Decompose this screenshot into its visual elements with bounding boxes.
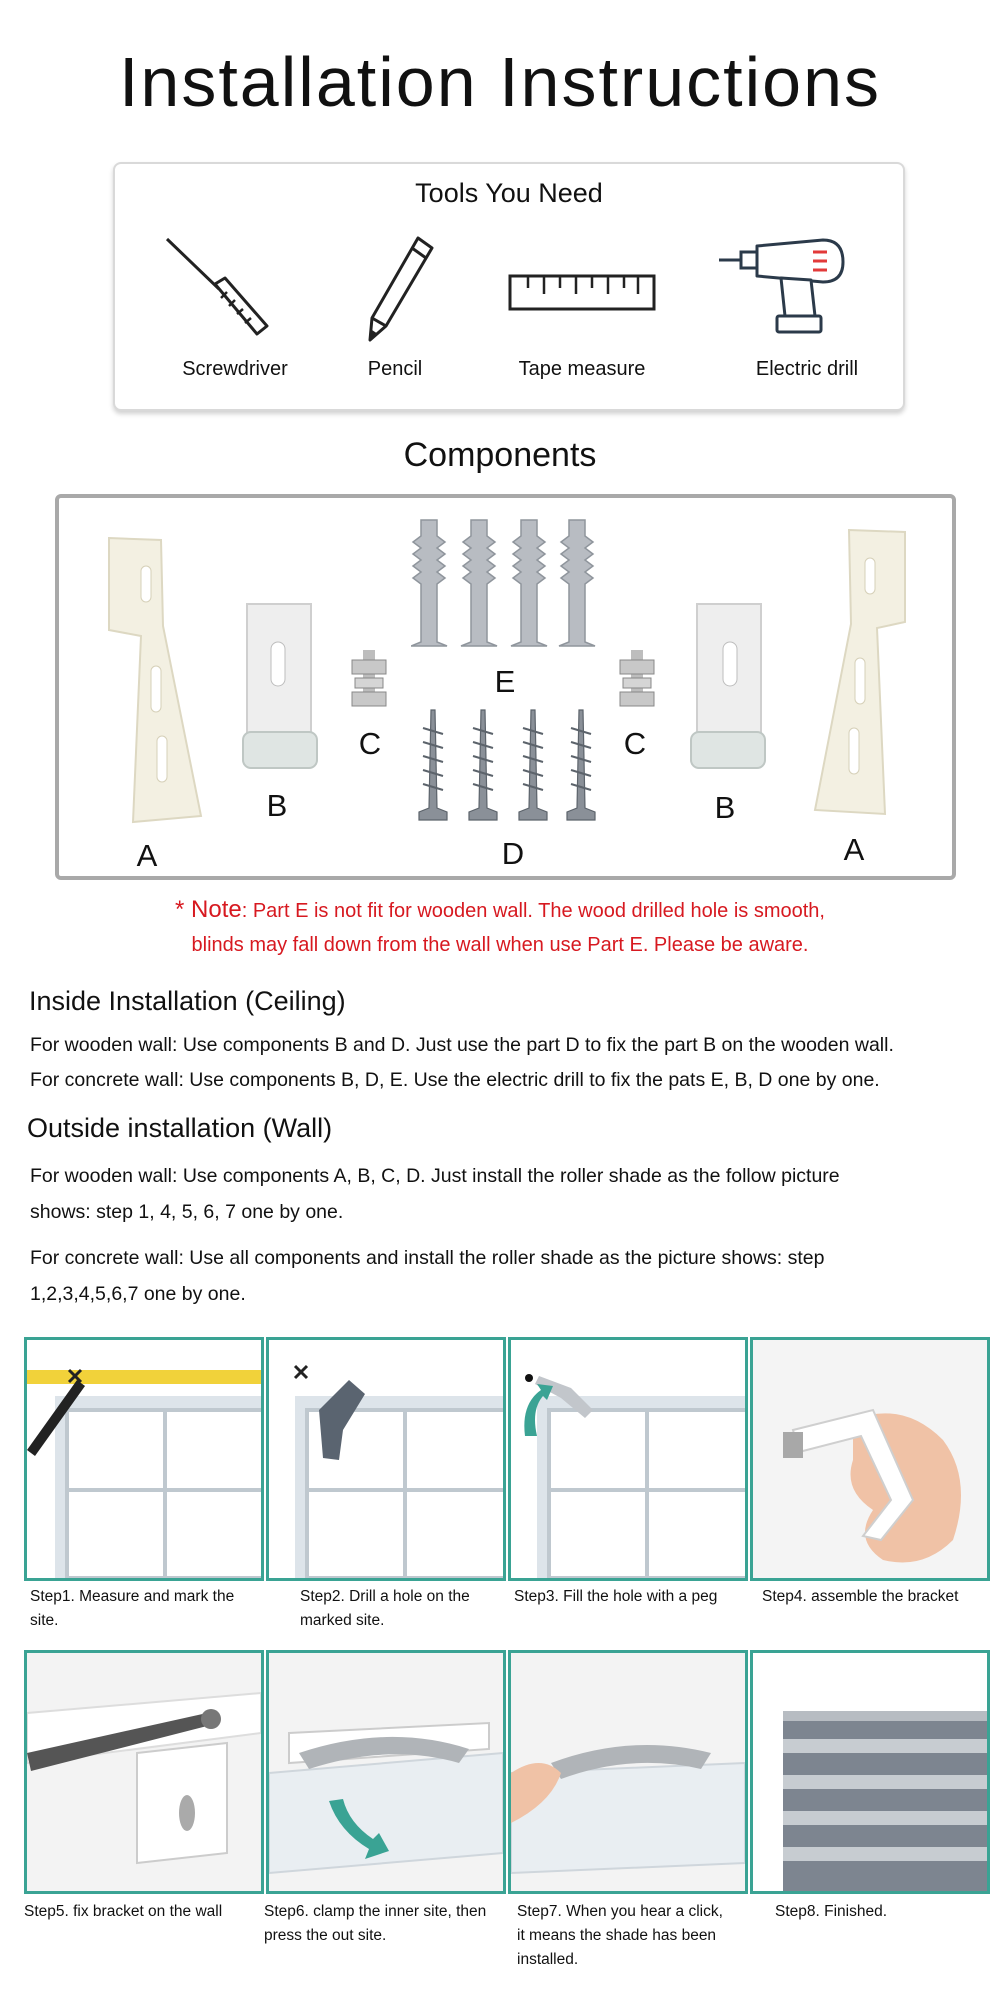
- step-2-caption-line-2: marked site.: [300, 1612, 385, 1629]
- part-label-c-left: C: [358, 726, 382, 761]
- step-6-image: [266, 1650, 506, 1894]
- outside-installation-heading: Outside installation (Wall): [27, 1113, 333, 1143]
- step-7-caption-line-2: it means the shade has been: [517, 1927, 717, 1944]
- part-label-a-left: A: [136, 838, 158, 873]
- step-4-image: [750, 1337, 990, 1581]
- note-line-1: [0, 893, 1000, 928]
- inside-concrete-text: For concrete wall: Use components B, D, E. Use the electric drill to fix the pats E, B, D one by one.: [30, 1069, 880, 1091]
- components-panel: [55, 494, 956, 880]
- page-title: Installation Instructions: [118, 43, 882, 121]
- bolt-c-left-image: [349, 648, 389, 710]
- outside-concrete-text-2: 1,2,3,4,5,6,7 one by one.: [30, 1283, 246, 1305]
- outside-wooden-text-2: shows: step 1, 4, 5, 6, 7 one by one.: [30, 1201, 344, 1223]
- part-label-d: D: [501, 836, 525, 871]
- step-3-image: [508, 1337, 748, 1581]
- tool-label-tape-measure: Tape measure: [518, 358, 646, 380]
- wall-plugs-e-image: [411, 516, 611, 656]
- bracket-a-right-image: [805, 528, 915, 818]
- step-1-image: [24, 1337, 264, 1581]
- components-heading: Components: [403, 436, 597, 474]
- step-8-caption-line-1: Step8. Finished.: [775, 1903, 888, 1920]
- step-1-caption: [30, 1585, 260, 1633]
- tool-label-screwdriver: Screwdriver: [182, 358, 288, 380]
- note-line-2: blinds may fall down from the wall when use Part E. Please be aware.: [191, 934, 809, 956]
- step-6-caption-line-1: Step6. clamp the inner site, then: [264, 1903, 487, 1920]
- step-5-caption-line-1: Step5. fix bracket on the wall: [24, 1903, 223, 1920]
- step-2-caption-line-1: Step2. Drill a hole on the: [300, 1588, 470, 1605]
- step-3-caption-line-1: Step3. Fill the hole with a peg: [514, 1588, 718, 1605]
- step-8-caption: [775, 1900, 985, 1924]
- note-text-1: : Part E is not fit for wooden wall. The wood drilled hole is smooth,: [241, 900, 825, 922]
- part-label-b-right: B: [714, 790, 736, 825]
- tool-label-pencil: Pencil: [367, 358, 423, 380]
- step-3-caption: [514, 1585, 744, 1609]
- part-label-e: E: [494, 664, 516, 699]
- warning-note: [0, 893, 1000, 962]
- inside-installation-heading: Inside Installation (Ceiling): [29, 986, 346, 1016]
- tools-panel: [113, 162, 905, 411]
- note-lead: * Note: [175, 896, 242, 923]
- step-1-caption-line-2: site.: [30, 1612, 59, 1629]
- step-2-image: [266, 1337, 506, 1581]
- tape-measure-icon: [508, 274, 656, 314]
- step-7-caption: [517, 1900, 747, 1972]
- step-4-caption-line-1: Step4. assemble the bracket: [762, 1588, 959, 1605]
- step-4-caption: [762, 1585, 992, 1609]
- step-2-caption: [300, 1585, 500, 1633]
- screwdriver-icon: [157, 234, 287, 344]
- step-5-caption: [24, 1900, 264, 1924]
- clip-b-right-image: [689, 602, 767, 772]
- step-6-caption: [264, 1900, 504, 1948]
- step-7-image: [508, 1650, 748, 1894]
- bracket-a-left-image: [101, 536, 211, 826]
- electric-drill-icon: [715, 232, 855, 342]
- bolt-c-right-image: [617, 648, 657, 710]
- inside-wooden-text: For wooden wall: Use components B and D. Just use the part D to fix the part B on the wooden wall.: [30, 1034, 894, 1056]
- part-label-a-right: A: [843, 832, 865, 867]
- step-7-caption-line-3: installed.: [517, 1951, 579, 1968]
- outside-concrete-text-1: For concrete wall: Use all components and install the roller shade as the picture shows: step: [30, 1247, 825, 1269]
- tool-label-electric-drill: Electric drill: [755, 358, 859, 380]
- step-7-caption-line-1: Step7. When you hear a click,: [517, 1903, 723, 1920]
- part-label-c-right: C: [623, 726, 647, 761]
- step-5-image: [24, 1650, 264, 1894]
- clip-b-left-image: [241, 602, 319, 772]
- step-8-image: [750, 1650, 990, 1894]
- screws-d-image: [411, 708, 611, 832]
- part-label-b-left: B: [266, 788, 288, 823]
- step-6-caption-line-2: press the out site.: [264, 1927, 387, 1944]
- pencil-icon: [360, 234, 440, 344]
- outside-wooden-text-1: For wooden wall: Use components A, B, C, D. Just install the roller shade as the follow picture: [30, 1165, 840, 1187]
- step-1-caption-line-1: Step1. Measure and mark the: [30, 1588, 235, 1605]
- tools-heading: Tools You Need: [415, 178, 603, 208]
